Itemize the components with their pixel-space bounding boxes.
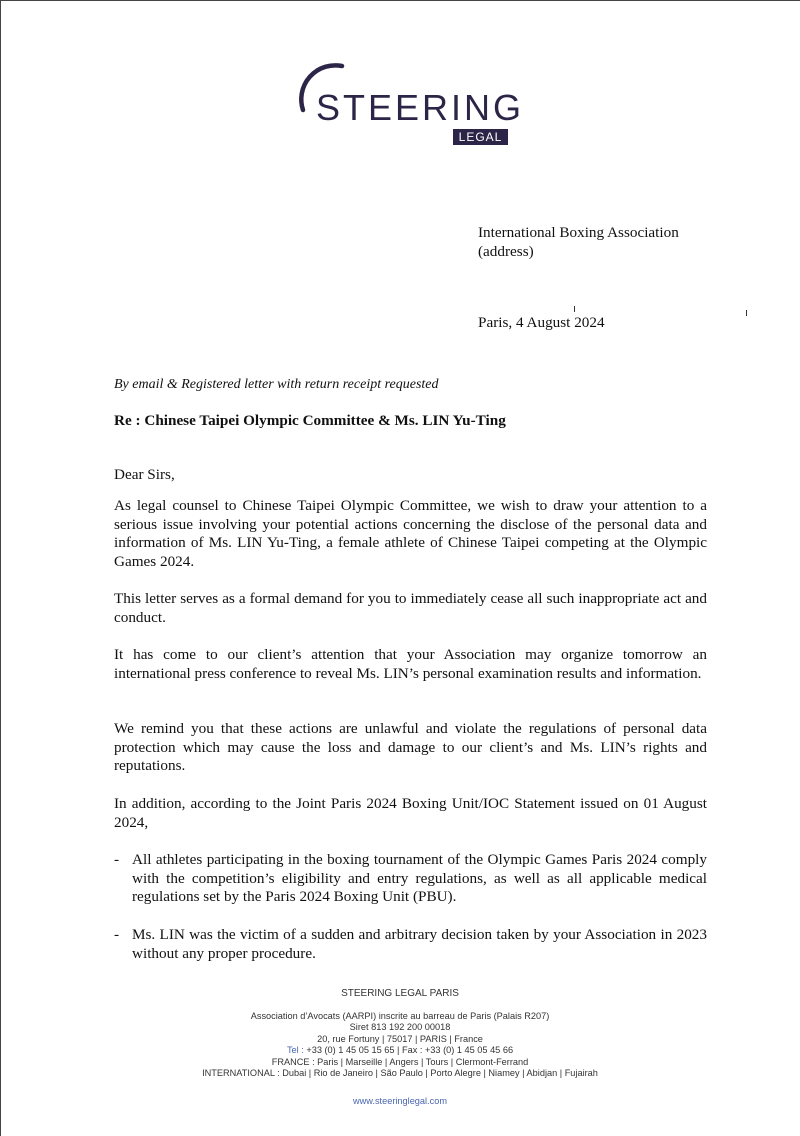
recipient-block — [478, 224, 679, 261]
footer-tel-label: Tel : — [286, 1045, 304, 1056]
footer-contact — [0, 1011, 800, 1079]
bullet-dash: - — [114, 926, 120, 943]
scan-mark — [746, 310, 747, 316]
page-border-top — [0, 0, 800, 1]
delivery-method: By email & Registered letter with return receipt requested — [114, 377, 439, 392]
recipient-address: (address) — [478, 242, 534, 260]
bullet-text: Ms. LIN was the victim of a sudden and arbitrary decision taken by your Association in 2023 without any proper procedure. — [132, 926, 707, 962]
scan-mark — [574, 306, 575, 312]
website-link[interactable]: www.steeringlegal.com — [353, 1096, 447, 1106]
footer-tel-numbers: +33 (0) 1 45 05 15 65 | Fax : +33 (0) 1 45 05 45 66 — [306, 1045, 514, 1056]
steering-legal-logo — [292, 60, 525, 150]
footer-title: STEERING LEGAL PARIS — [341, 988, 459, 999]
body-paragraph: It has come to our client’s attention that your Association may organize tomorrow an international press conference to reveal Ms. LIN’s personal examination results and information. — [114, 646, 707, 682]
body-paragraph: This letter serves as a formal demand for you to immediately cease all such inappropriate act and conduct. — [114, 590, 707, 626]
page-border-left — [0, 0, 1, 1136]
salutation: Dear Sirs, — [114, 466, 175, 483]
body-paragraph: As legal counsel to Chinese Taipei Olympic Committee, we wish to draw your attention to a serious issue involving your potential actions concerning the disclose of the personal data and information of Ms. LIN Yu-Ting, a female athlete of Chinese Taipei competing at the Olympic Games 2024. — [114, 497, 707, 570]
subject-line: Re : Chinese Taipei Olympic Committee & Ms. LIN Yu-Ting — [114, 412, 506, 429]
body-paragraph: We remind you that these actions are unlawful and violate the regulations of personal data protection which may cause the loss and damage to our client’s and Ms. LIN’s rights and reputations. — [114, 720, 707, 775]
footer-france-offices: FRANCE : Paris | Marseille | Angers | Tours | Clermont-Ferrand — [271, 1056, 529, 1067]
logo-wordmark: STEERING — [316, 87, 525, 128]
footer-phone — [0, 1045, 800, 1056]
bullet-dash: - — [114, 851, 120, 868]
footer-association: Association d’Avocats (AARPI) inscrite au barreau de Paris (Palais R207) — [250, 1011, 550, 1021]
recipient-name: International Boxing Association — [478, 224, 679, 241]
bullet-text: All athletes participating in the boxing tournament of the Olympic Games Paris 2024 comply with the competition’s eligibility and entry regulations, as well as all applicable medical regulations set by the Paris 2024 Boxing Unit (PBU). — [132, 851, 707, 906]
body-paragraph: In addition, according to the Joint Paris 2024 Boxing Unit/IOC Statement issued on 01 August 2024, — [114, 795, 707, 831]
footer-international-offices: INTERNATIONAL : Dubai | Rio de Janeiro | São Paulo | Porto Alegre | Niamey | Abidjan | Fujairah — [202, 1068, 598, 1079]
logo-tag: LEGAL — [453, 129, 508, 145]
letter-date: Paris, 4 August 2024 — [478, 314, 605, 331]
footer-siret: Siret 813 192 200 00018 — [349, 1022, 451, 1033]
footer-address: 20, rue Fortuny | 75017 | PARIS | France — [317, 1033, 483, 1044]
